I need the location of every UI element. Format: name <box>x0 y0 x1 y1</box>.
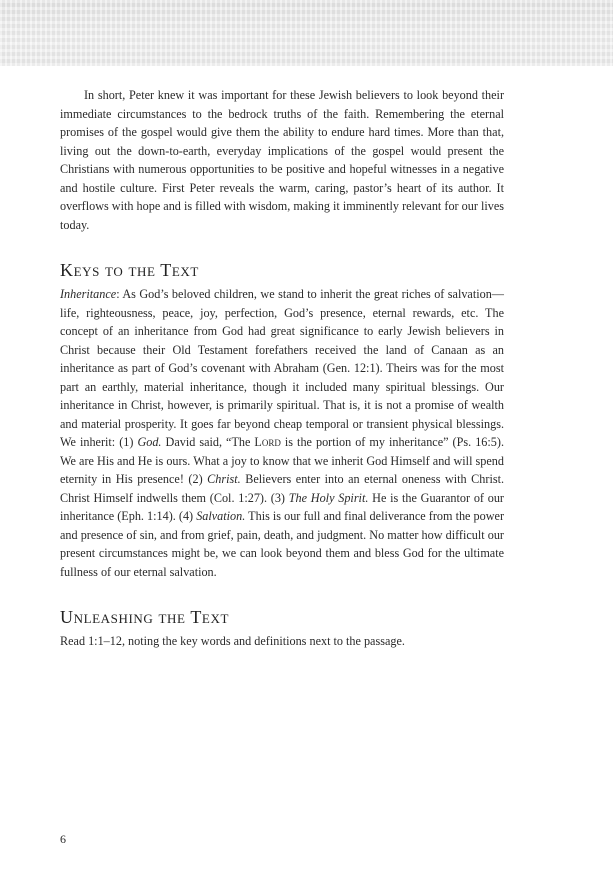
keys-text-4: Believers enter into an eternal oneness with Christ. Christ Himself indwells them (Col. 1:27). (3) <box>60 472 505 505</box>
keys-item-christ: Christ. <box>207 472 241 486</box>
keys-text-2: David said, “The <box>161 435 255 449</box>
keys-lord: Lord <box>254 435 281 449</box>
unleashing-instruction: Read 1:1–12, noting the key words and definitions next to the passage. <box>60 634 405 648</box>
keys-term: Inheritance <box>60 287 117 301</box>
page-number: 6 <box>60 832 66 846</box>
intro-paragraph: In short, Peter knew it was important for these Jewish believers to look beyond their immediate circumstances to the bedrock truths of the faith. Remembering the eternal promises of the gospel would give them the ability to endure hard times. More than that, living out the down-to-earth, everyday implications of the gospel would present the Christians with numerous opportunities to be positive and hopeful witnesses in a negative and hostile culture. First Peter reveals the warm, caring, pastor’s heart of its author. It overflows with hope and is filled with wisdom, making it imminently relevant for our lives today. <box>60 88 504 232</box>
page-content <box>60 86 504 651</box>
keys-text-3: is the portion of my inheritance” (Ps. 16:5). We are His and He is ours. What a joy to know that we inherit God Himself and will spend eternity in His presence! (2) <box>60 435 504 486</box>
keys-text-6: This is our full and final deliverance from the power and presence of sin, and from grief, pain, death, and judgment. No matter how difficult our present circumstances might be, we can look beyond them and bless God for the ultimate fullness of our eternal salvation. <box>60 509 505 579</box>
keys-item-god: God. <box>137 435 162 449</box>
keys-heading: Keys to the Text <box>60 260 199 280</box>
header-texture-band <box>0 0 613 66</box>
keys-text-5: He is the Guarantor of our inheritance (Eph. 1:14). (4) <box>60 490 504 523</box>
keys-paragraph <box>60 285 504 581</box>
keys-item-salvation: Salvation. <box>196 509 246 523</box>
keys-item-holy-spirit: The Holy Spirit. <box>288 490 369 505</box>
unleashing-heading: Unleashing the Text <box>60 607 229 627</box>
keys-text-1: : As God’s beloved children, we stand to inherit the great riches of salvation—life, righteousness, peace, joy, perfection, God’s presence, eternal rewards, etc. The concept of an inheritance from God had great significance to early Jewish believers in Christ because their Old Testament forefathers received the land of Canaan as an inheritance as part of God’s covenant with Abraham (Gen. 12:1). Theirs was for the most part an earthly, material inheritance, though it included many spiritual blessings. Our inheritance in Christ, however, is primarily spiritual. That is, it is not a promise of wealth and material prosperity. It goes far beyond cheap temporal or transient physical blessings. We inherit: (1) <box>60 287 504 449</box>
